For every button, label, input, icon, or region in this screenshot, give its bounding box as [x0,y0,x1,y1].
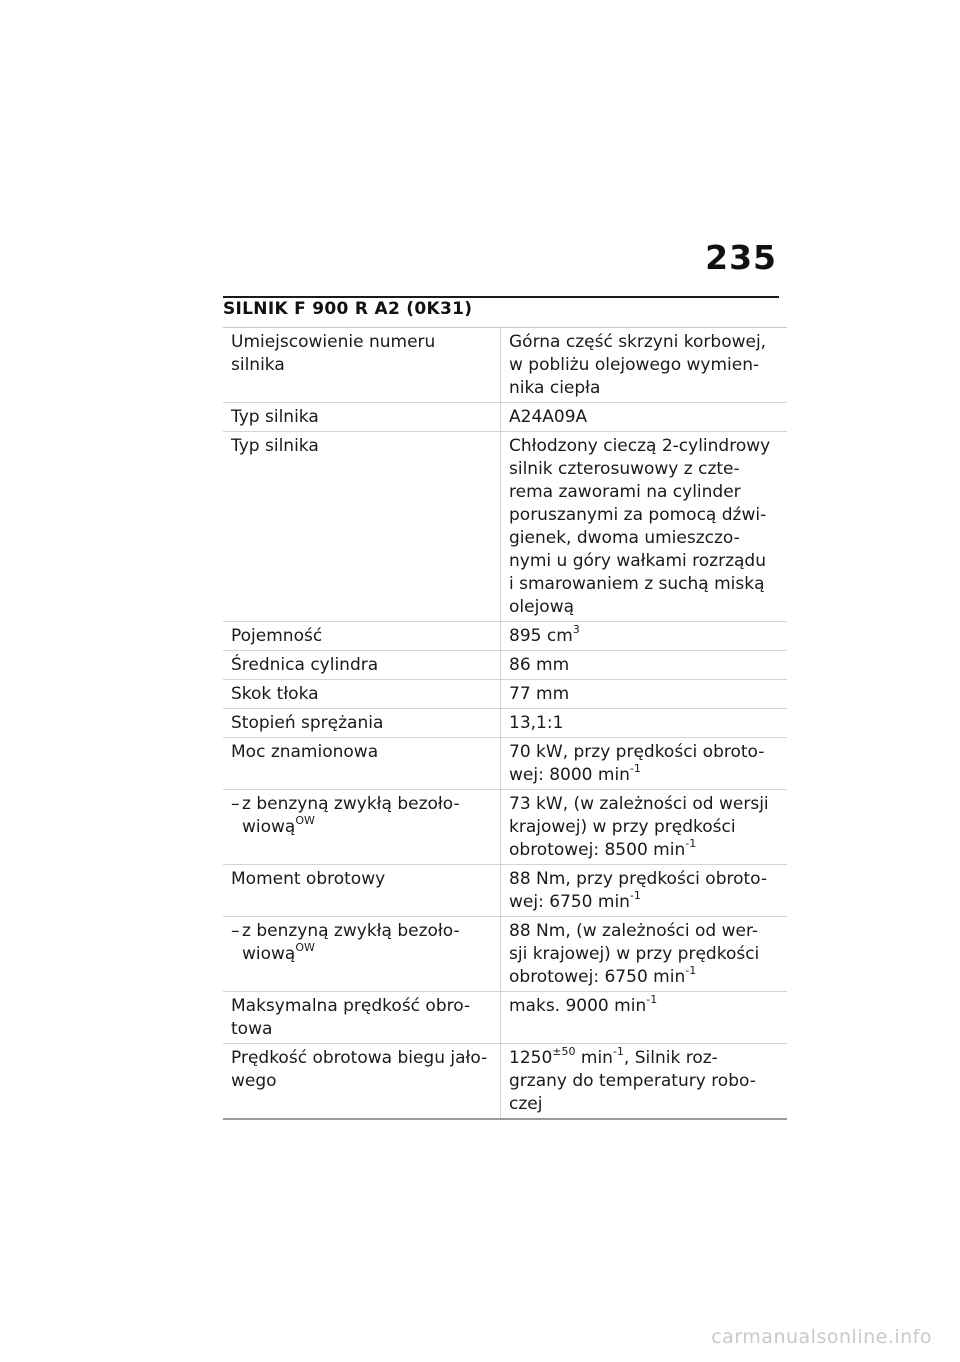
section-title: SILNIK F 900 R A2 (0K31) [223,296,779,319]
superscript: -1 [685,837,697,851]
value-line: obrotowej: 8500 min [509,840,686,860]
value-line: wej: 8000 min [509,765,630,785]
label-line: towa [231,1019,273,1039]
label-line: wego [231,1071,277,1091]
row-label [223,917,501,992]
value-line: 88 Nm, (w zależności od wer- [509,921,759,941]
table-row [223,1044,787,1120]
superscript: 3 [572,623,580,637]
value-text: , Silnik roz- [623,1048,718,1068]
table-row [223,432,787,622]
table-row [223,865,787,917]
row-label: Stopień sprężania [223,709,501,738]
dash-marker: – [231,794,240,814]
row-label: Moment obrotowy [223,865,501,917]
row-value: 13,1:1 [501,709,788,738]
value-line: grzany do temperatury robo- [509,1071,756,1091]
row-value [501,738,788,790]
row-value [501,432,788,622]
label-line: z benzyną zwykłą bezoło- [242,794,460,814]
dash-marker: – [231,921,240,941]
row-value: A24A09A [501,403,788,432]
row-label: Umiejscowienie numeru silnika [223,328,501,403]
superscript: -1 [629,889,641,903]
superscript: -1 [629,762,641,776]
value-text: min [575,1048,613,1068]
spec-table [223,327,787,1120]
row-label [223,790,501,865]
value-line: rema zaworami na cylinder [509,482,741,502]
table-row [223,651,787,680]
row-value [501,1044,788,1120]
label-line: wiową [242,817,296,837]
label-line: z benzyną zwykłą bezoło- [242,921,460,941]
value-line: sji krajowej) w przy prędkości [509,944,760,964]
row-value [501,790,788,865]
row-label: Typ silnika [223,432,501,622]
value-line: i smarowaniem z suchą miską [509,574,765,594]
row-label: Moc znamionowa [223,738,501,790]
value-line: krajowej) w przy prędkości [509,817,736,837]
table-row [223,403,787,432]
page-number: 235 [705,238,777,277]
table-row [223,709,787,738]
value-line: 73 kW, (w zależności od wersji [509,794,769,814]
row-value [501,622,788,651]
table-row [223,992,787,1044]
value-line: obrotowej: 6750 min [509,967,686,987]
row-label [223,1044,501,1120]
row-label [223,992,501,1044]
value-line: w pobliżu olejowego wymien- [509,355,760,375]
superscript: OW [295,814,315,828]
row-label: Skok tłoka [223,680,501,709]
row-value [501,865,788,917]
table-row [223,328,787,403]
row-value: 77 mm [501,680,788,709]
value-line: nymi u góry wałkami rozrządu [509,551,766,571]
watermark-text: carmanualsonline.info [711,1326,932,1348]
table-row [223,738,787,790]
superscript: -1 [685,964,697,978]
label-line: Prędkość obrotowa biegu jało- [231,1048,488,1068]
value-line: poruszanymi za pomocą dźwi- [509,505,767,525]
value-line: nika ciepła [509,378,601,398]
value-text: maks. 9000 min [509,996,647,1016]
row-label: Pojemność [223,622,501,651]
value-line: olejową [509,597,575,617]
value-line: Chłodzony cieczą 2-cylindrowy [509,436,771,456]
row-value [501,917,788,992]
label-line: Maksymalna prędkość obro- [231,996,471,1016]
row-value [501,992,788,1044]
superscript: -1 [612,1045,624,1059]
value-line: gienek, dwoma umieszczo- [509,528,740,548]
superscript: ±50 [552,1045,576,1059]
table-row [223,622,787,651]
value-line: wej: 6750 min [509,892,630,912]
row-value [501,328,788,403]
value-line: silnik czterosuwowy z czte- [509,459,740,479]
row-value: 86 mm [501,651,788,680]
value-line: 88 Nm, przy prędkości obroto- [509,869,768,889]
value-line: Górna część skrzyni korbowej, [509,332,767,352]
value-text: 895 cm [509,626,573,646]
table-row [223,790,787,865]
value-text: 1250 [509,1048,553,1068]
superscript: -1 [646,993,658,1007]
row-label: Typ silnika [223,403,501,432]
label-line: wiową [242,944,296,964]
value-line: 70 kW, przy prędkości obroto- [509,742,765,762]
superscript: OW [295,941,315,955]
table-row [223,917,787,992]
row-label: Średnica cylindra [223,651,501,680]
value-line: czej [509,1094,543,1114]
table-row [223,680,787,709]
